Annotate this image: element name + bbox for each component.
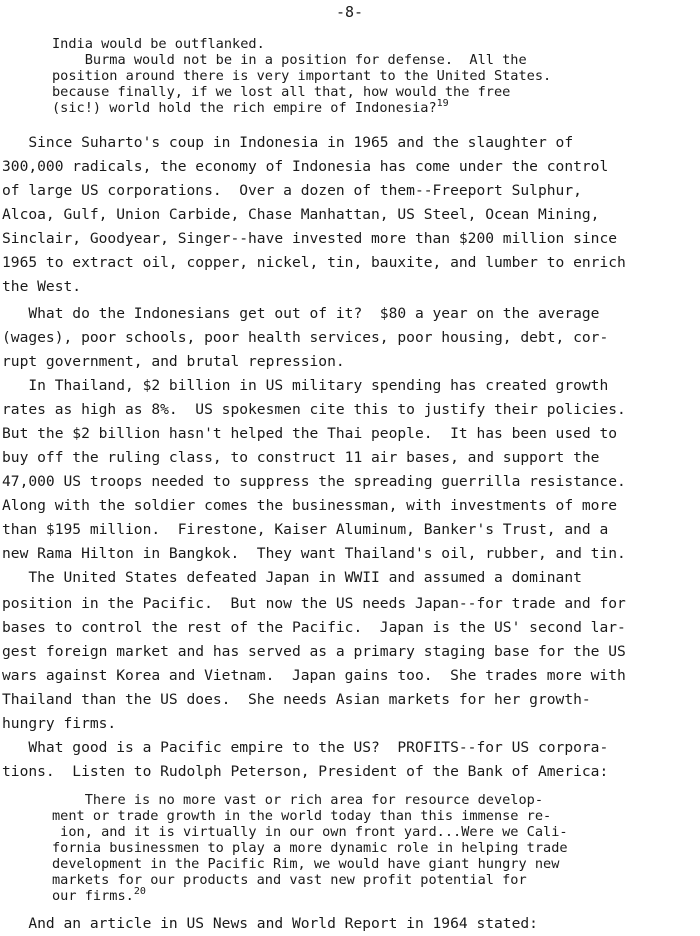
footnote-marker: 19	[436, 98, 449, 109]
quote-line: There is no more vast or rich area for resource develop-	[52, 792, 544, 808]
quote-text: our firms.	[52, 888, 134, 904]
body-line: rates as high as 8%. US spokesmen cite this to justify their policies.	[2, 401, 626, 418]
quote-line: markets for our products and vast new profit potential for	[52, 872, 527, 888]
body-line: Sinclair, Goodyear, Singer--have invested more than $200 million since	[2, 230, 618, 247]
body-line: new Rama Hilton in Bangkok. They want Thailand's oil, rubber, and tin.	[2, 545, 626, 562]
body-line: (wages), poor schools, poor health services, poor housing, debt, cor-	[2, 329, 609, 346]
body-line: wars against Korea and Vietnam. Japan gains too. She trades more with	[2, 667, 626, 684]
page-number: -8-	[336, 3, 364, 21]
body-line: Along with the soldier comes the businessman, with investments of more	[2, 497, 618, 514]
quote-line: ment or trade growth in the world today than this immense re-	[52, 808, 552, 824]
body-line: In Thailand, $2 billion in US military spending has created growth	[2, 377, 609, 394]
quote-line	[52, 98, 449, 116]
body-line: Thailand than the US does. She needs Asian markets for her growth-	[2, 691, 591, 708]
body-line: 1965 to extract oil, copper, nickel, tin, bauxite, and lumber to enrich	[2, 254, 626, 271]
body-line: 300,000 radicals, the economy of Indonesia has come under the control	[2, 158, 609, 175]
body-line: The United States defeated Japan in WWII and assumed a dominant	[2, 569, 582, 586]
quote-line: Burma would not be in a position for defense. All the	[52, 52, 527, 68]
body-line: tions. Listen to Rudolph Peterson, President of the Bank of America:	[2, 763, 609, 780]
body-line: gest foreign market and has served as a primary staging base for the US	[2, 643, 626, 660]
quote-line: India would be outflanked.	[52, 36, 265, 52]
body-line: What do the Indonesians get out of it? $80 a year on the average	[2, 305, 600, 322]
body-line: buy off the ruling class, to construct 11 air bases, and support the	[2, 449, 600, 466]
body-line: But the $2 billion hasn't helped the Thai people. It has been used to	[2, 425, 618, 442]
body-line: bases to control the rest of the Pacific. Japan is the US' second lar-	[2, 619, 626, 636]
body-line: hungry firms.	[2, 715, 117, 732]
quote-line: position around there is very important to the United States.	[52, 68, 552, 84]
body-line: Since Suharto's coup in Indonesia in 1965 and the slaughter of	[2, 134, 574, 151]
body-line: of large US corporations. Over a dozen of them--Freeport Sulphur,	[2, 182, 582, 199]
footnote-marker: 20	[133, 886, 146, 897]
quote-line: because finally, if we lost all that, how would the free	[52, 84, 511, 100]
quote-line: fornia businessmen to play a more dynamic role in helping trade	[52, 840, 568, 856]
quote-line	[52, 886, 146, 904]
quote-line: ion, and it is virtually in our own front yard...Were we Cali-	[52, 824, 568, 840]
body-line: And an article in US News and World Report in 1964 stated:	[2, 915, 538, 932]
body-line: the West.	[2, 278, 82, 295]
body-line: Alcoa, Gulf, Union Carbide, Chase Manhattan, US Steel, Ocean Mining,	[2, 206, 600, 223]
body-line: 47,000 US troops needed to suppress the spreading guerrilla resistance.	[2, 473, 626, 490]
body-line: than $195 million. Firestone, Kaiser Aluminum, Banker's Trust, and a	[2, 521, 609, 538]
body-line: position in the Pacific. But now the US needs Japan--for trade and for	[2, 595, 626, 612]
quote-text: (sic!) world hold the rich empire of Indonesia?	[52, 100, 437, 116]
body-line: rupt government, and brutal repression.	[2, 353, 345, 370]
quote-line: development in the Pacific Rim, we would have giant hungry new	[52, 856, 560, 872]
body-line: What good is a Pacific empire to the US? PROFITS--for US corpora-	[2, 739, 609, 756]
